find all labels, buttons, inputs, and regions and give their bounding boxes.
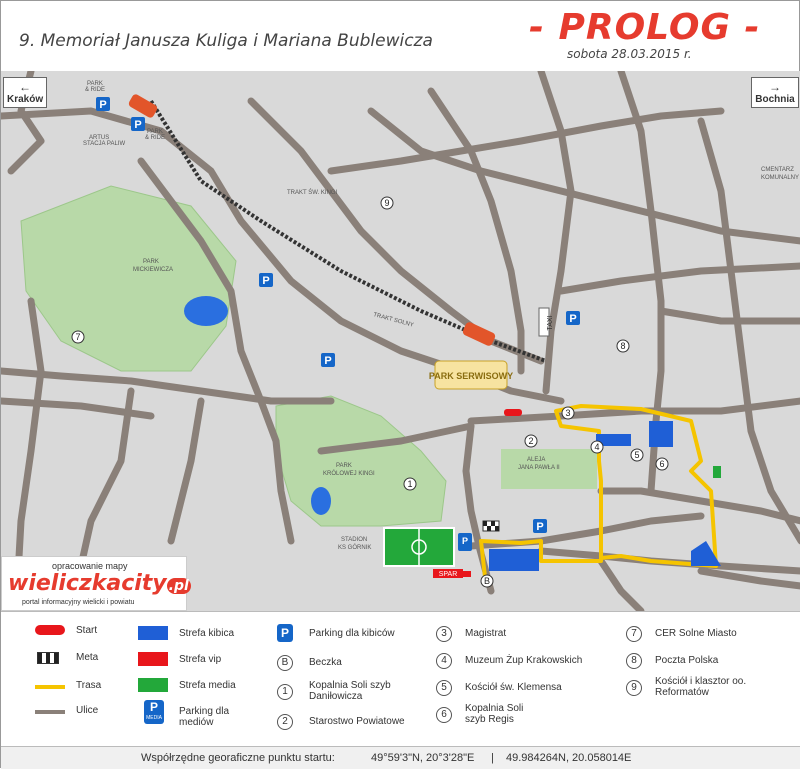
svg-text:STACJA PALIW: STACJA PALIW (83, 141, 126, 147)
logo-brand: wieliczkacity (8, 571, 167, 596)
svg-text:5: 5 (634, 450, 640, 460)
legend-ulice-swatch (35, 710, 65, 714)
finish-flag-icon (483, 521, 499, 531)
svg-text:PARK SERWISOWY: PARK SERWISOWY (428, 371, 514, 381)
svg-text:TRAKT ŚW. KINGI: TRAKT ŚW. KINGI (287, 190, 338, 196)
svg-text:PARK: PARK (147, 129, 163, 135)
car-start-icon (35, 625, 65, 635)
event-date: sobota 28.03.2015 r. (567, 47, 692, 61)
svg-text:JANA PAWŁA II: JANA PAWŁA II (518, 465, 560, 471)
svg-text:KRÓLOWEJ KINGI: KRÓLOWEJ KINGI (323, 471, 375, 477)
legend-kosciol-klemensa: Kościół św. Klemensa (465, 682, 562, 693)
pond-kingi (311, 487, 331, 515)
legend-poczta: Poczta Polska (655, 655, 719, 666)
legend-num-2: 2 (277, 714, 293, 730)
svg-text:& RIDE: & RIDE (85, 87, 106, 93)
svg-text:4: 4 (594, 442, 600, 452)
legend-num-8: 8 (626, 653, 642, 669)
svg-text:PARK: PARK (336, 463, 352, 469)
parking-icon (277, 624, 293, 642)
arrow-left-icon: ← (19, 80, 31, 94)
legend-starostwo: Starostwo Powiatowe (309, 716, 405, 727)
svg-text:CMENTARZ: CMENTARZ (761, 167, 794, 173)
svg-text:P: P (324, 355, 332, 367)
finish-flag-icon (37, 652, 59, 664)
svg-text:MICKIEWICZA: MICKIEWICZA (133, 267, 173, 273)
barrel-icon: B (277, 655, 293, 671)
park-krolowej-kingi-area (276, 396, 446, 526)
legend-muzeum: Muzeum Żup Krakowskich (465, 655, 583, 666)
svg-text:7: 7 (75, 332, 81, 342)
fan-zone-2 (649, 421, 673, 447)
svg-text:ARTUS: ARTUS (89, 135, 110, 141)
legend-parking-mediow: Parking dla mediów (179, 706, 230, 728)
footer-separator: | (491, 752, 494, 764)
svg-text:TAXI: TAXI (547, 315, 554, 331)
legend-media-p: P (149, 700, 158, 714)
footer-coords-dms: 49°59'3"N, 20°3'28"E (371, 752, 475, 764)
legend-parking-kibicow: Parking dla kibiców (309, 628, 395, 639)
svg-text:P: P (461, 536, 469, 546)
footer (1, 746, 800, 769)
legend-strefa-kibica: Strefa kibica (179, 628, 235, 639)
prolog-title: - PROLOG - (529, 7, 761, 48)
legend-strefa-media-swatch (138, 678, 168, 692)
svg-text:PARK: PARK (87, 81, 103, 87)
svg-text:TRAKT SOLNY: TRAKT SOLNY (372, 312, 415, 329)
direction-bochnia[interactable] (751, 77, 799, 108)
svg-text:1: 1 (407, 479, 413, 489)
page-title: 9. Memoriał Janusza Kuliga i Mariana Bublewicza (19, 31, 433, 51)
svg-text:P: P (99, 99, 107, 111)
svg-text:PARK: PARK (143, 259, 159, 265)
direction-bochnia-label: Bochnia (755, 94, 795, 105)
map-logo (1, 556, 187, 611)
svg-text:P: P (569, 313, 577, 325)
legend-cer: CER Solne Miasto (655, 628, 737, 639)
legend-num-5: 5 (436, 680, 452, 696)
legend-parking-p: P (280, 626, 289, 640)
media-zone (713, 466, 721, 478)
logo-tagline: portal informacyjny wielicki i powiatu (22, 599, 135, 606)
parking-icon (144, 700, 164, 724)
logo-prefix: opracowanie mapy (52, 561, 128, 571)
legend-num-1: 1 (277, 684, 293, 700)
svg-text:KOMUNALNY: KOMUNALNY (761, 175, 800, 181)
legend-kosciol-reformatow: Kościół i klasztor oo. Reformatów (655, 676, 747, 698)
svg-text:P: P (134, 119, 142, 131)
legend-magistrat: Magistrat (465, 628, 507, 639)
svg-text:9: 9 (384, 198, 390, 208)
legend-num-4: 4 (436, 653, 452, 669)
footer-coords-dec: 49.984264N, 20.058014E (506, 752, 632, 764)
legend-start: Start (76, 625, 98, 636)
svg-text:3: 3 (565, 408, 571, 418)
legend-strefa-kibica-swatch (138, 626, 168, 640)
legend-num-9: 9 (626, 680, 642, 696)
legend-strefa-media: Strefa media (179, 680, 236, 691)
legend-media-label: MEDIA (146, 715, 162, 721)
svg-text:8: 8 (620, 341, 626, 351)
fan-zone-4 (489, 549, 539, 571)
svg-text:SPAR: SPAR (438, 571, 458, 578)
car-start-icon (504, 409, 522, 416)
legend-trasa-swatch (35, 685, 65, 689)
svg-text:STADION: STADION (341, 537, 368, 543)
svg-text:6: 6 (659, 459, 665, 469)
map-canvas (1, 71, 800, 611)
logo-suffix: .pl (168, 578, 189, 594)
header (1, 1, 800, 71)
legend-trasa: Trasa (76, 680, 102, 691)
pond-mickiewicza (184, 296, 228, 326)
legend-num-6: 6 (436, 707, 452, 723)
svg-text:P: P (536, 521, 544, 533)
direction-krakow[interactable] (3, 77, 47, 108)
legend-num-7: 7 (626, 626, 642, 642)
arrow-right-icon: → (769, 80, 781, 94)
route-map[interactable] (1, 71, 800, 611)
legend-strefa-vip-swatch (138, 652, 168, 666)
direction-krakow-label: Kraków (7, 94, 44, 105)
svg-text:2: 2 (528, 436, 534, 446)
legend-num-3: 3 (436, 626, 452, 642)
svg-text:& RIDE: & RIDE (145, 135, 166, 141)
legend (1, 611, 800, 746)
legend-kopalnia-danilowicza: Kopalnia Soli szyb Daniłowicza (309, 680, 391, 702)
park-mickiewicza-area (21, 186, 236, 371)
svg-text:KS GÓRNIK: KS GÓRNIK (338, 545, 372, 551)
svg-text:P: P (262, 275, 270, 287)
svg-text:ALEJA: ALEJA (527, 457, 546, 463)
svg-text:B: B (483, 576, 491, 586)
legend-kopalnia-regis: Kopalnia Soli szyb Regis (465, 703, 524, 725)
legend-beczka: Beczka (309, 657, 342, 668)
footer-label: Współrzędne georaficzne punktu startu: (141, 752, 335, 764)
legend-strefa-vip: Strefa vip (179, 654, 222, 665)
legend-ulice: Ulice (76, 705, 99, 716)
legend-meta: Meta (76, 652, 99, 663)
